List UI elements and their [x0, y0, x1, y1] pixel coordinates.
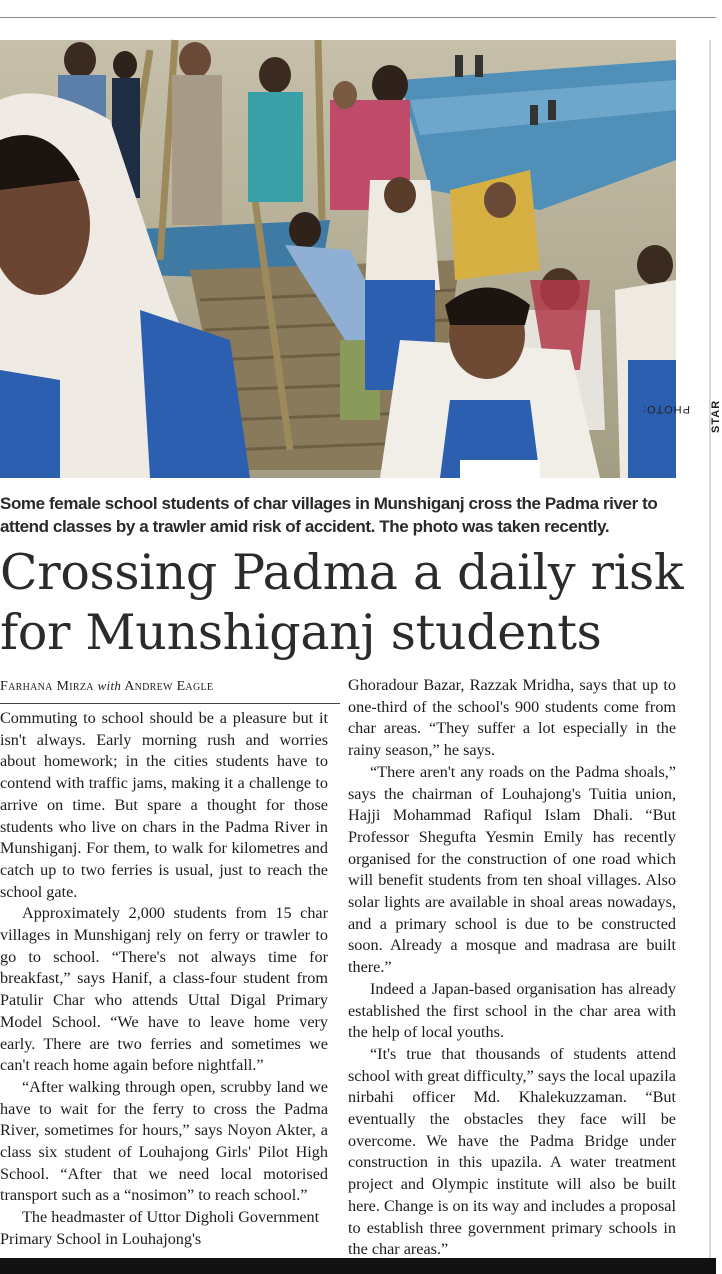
paragraph: “It's true that thousands of students attend school with great difficulty,” says the local upazila nirbahi officer Md. Khalekuzzaman. “But eventually the obstacles they face will be overcome. We have the Padma Bridge under construction in this upazila. A water treatment project and Olympic institute will also be built here. Change is on its way and includes a proposal to establish three government primary schools in the char areas.” — [348, 1044, 676, 1259]
paragraph: Commuting to school should be a pleasure but it isn't always. Early morning rush and worries about homework; in the cities students have to contend with traffic jams, making it a challenge to arrive on time. But spare a thought for those students who live on chars in the Padma River in Munshiganj. For them, to walk for kilometres and catch up to two ferries is usual, just to reach the school gate. — [0, 709, 328, 901]
bottom-edge-bar — [0, 1258, 716, 1274]
top-rule — [0, 17, 716, 18]
article-column-1 — [0, 708, 328, 1251]
paragraph: “After walking through open, scrubby land we have to wait for the ferry to cross the Padma River, sometimes for hours,” says Noyon Akter, a class six student of Louhajong Girls' Pilot High School. “After that we need local motorised transport such as a “nosimon” to reach school.” — [0, 1077, 328, 1205]
boat-post — [475, 55, 483, 77]
photo-credit — [642, 40, 722, 478]
byline — [0, 678, 338, 695]
byline-with: with — [97, 678, 122, 693]
photo-credit-name: STAR — [710, 399, 722, 433]
coauthor-name: Andrew Eagle — [124, 679, 214, 694]
photo-illustration — [0, 40, 676, 478]
article-column-2 — [348, 675, 676, 1261]
boat-post — [548, 100, 556, 120]
headline: Crossing Padma a daily risk for Munshiganj students — [0, 544, 684, 661]
paragraph: Ghoradour Bazar, Razzak Mridha, says that up to one-third of the school's 900 students come from char areas. “They suffer a lot especially in the rainy season,” he says. — [348, 676, 676, 760]
photo-caption: Some female school students of char villages in Munshiganj cross the Padma river to attend classes by a trawler amid risk of accident. The photo was taken recently. — [0, 494, 658, 536]
boat-post — [455, 55, 463, 77]
photo-credit-prefix: PHOTO: — [642, 403, 690, 415]
byline-rule — [0, 703, 340, 704]
photo-credit-text — [642, 385, 722, 433]
paragraph: The headmaster of Uttor Digholi Government Primary School in Louhajong's — [0, 1208, 320, 1248]
paragraph: “There aren't any roads on the Padma shoals,” says the chairman of Louhajong's Tuitia union, Hajji Mohammad Rafiqul Islam Dhali. “But Professor Shegufta Yesmin Emily has recently organised for the construction of one road which will benefit students from ten shoal villages. Also solar lights are available in shoal areas nowadays, and a primary school is due to be constructed soon. Already a mosque and madrasa are built there.” — [348, 762, 676, 977]
news-photo — [0, 40, 676, 478]
paragraph: Indeed a Japan-based organisation has already established the first school in the char area with the help of local youths. — [348, 979, 676, 1042]
column-rule — [709, 40, 711, 1260]
paragraph: Approximately 2,000 students from 15 char villages in Munshiganj rely on ferry or trawler to go to school. “There's not always time for breakfast,” says Hanif, a class-four student from Patulir Char who attends Uttal Digal Primary Model School. “We have to leave home very early. There are two ferries and sometimes we can't reach home again before nightfall.” — [0, 904, 328, 1075]
author-name: Farhana Mirza — [0, 679, 94, 694]
boat-post — [530, 105, 538, 125]
